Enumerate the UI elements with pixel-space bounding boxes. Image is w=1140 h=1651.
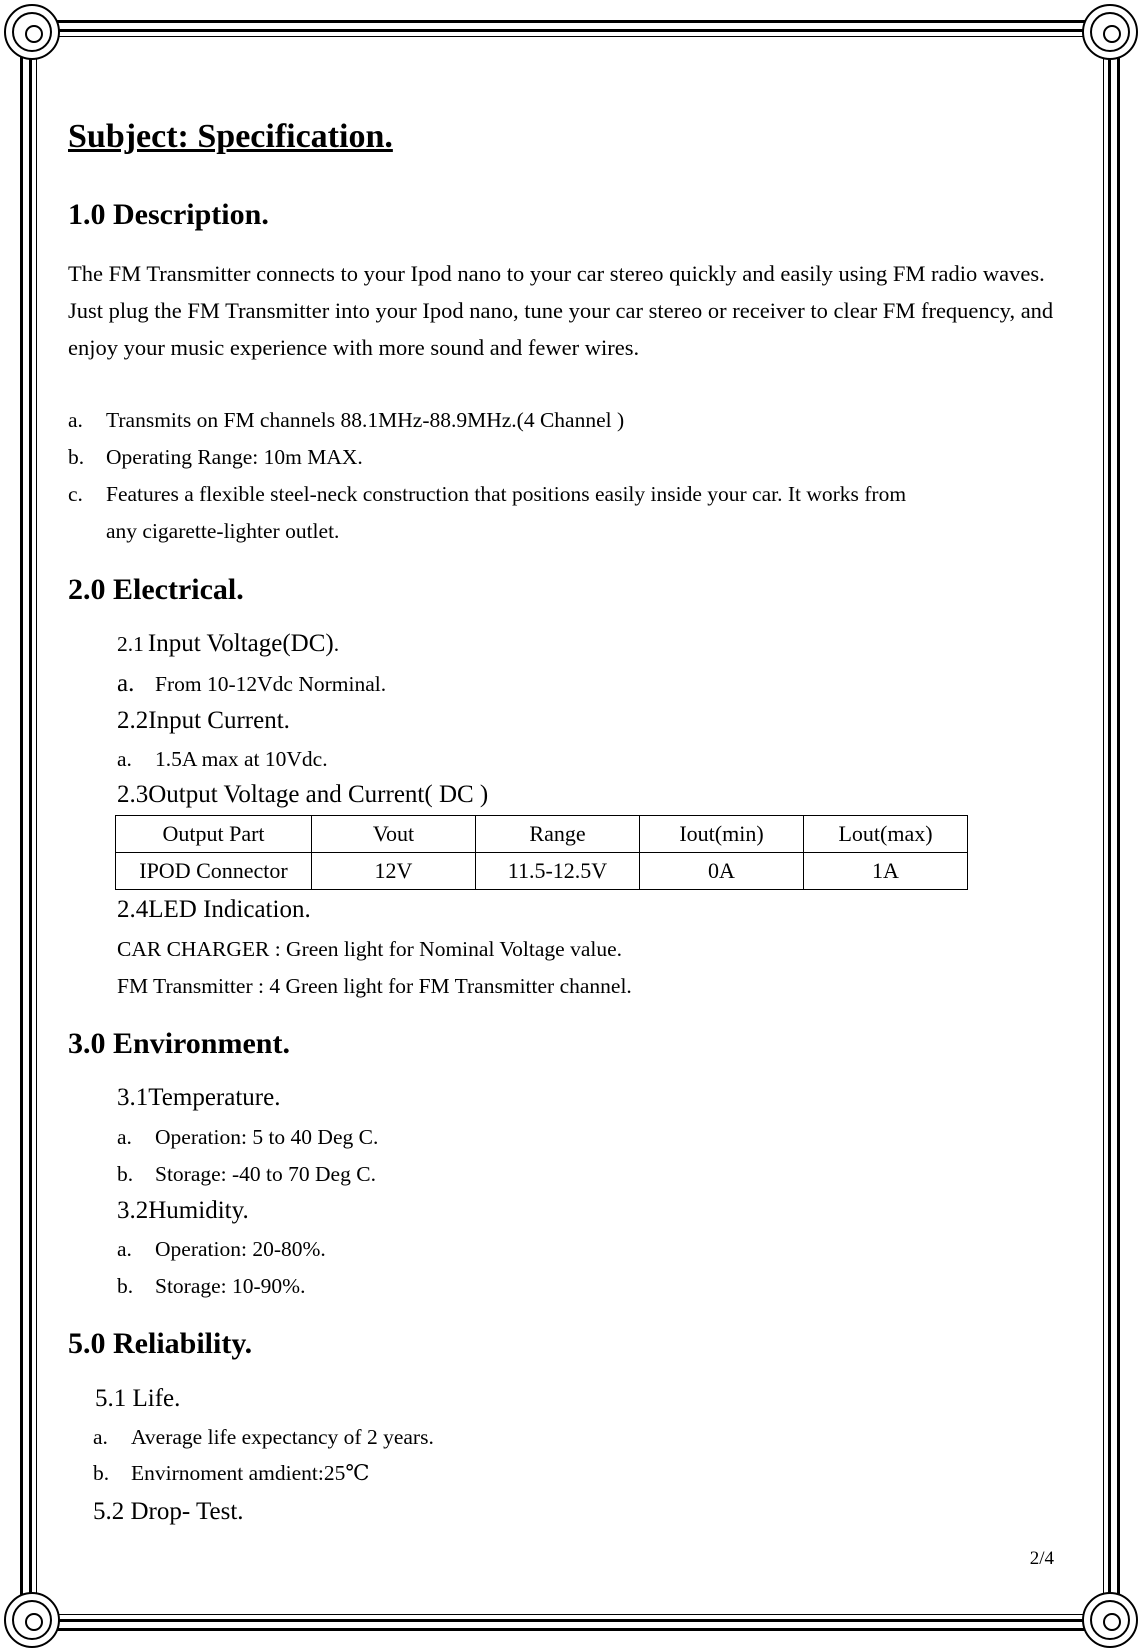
led-line: FM Transmitter : 4 Green light for FM Transmitter channel. [117, 974, 632, 998]
table-cell: 11.5-12.5V [476, 853, 640, 890]
table-cell: IPOD Connector [116, 853, 312, 890]
table-row [116, 853, 968, 890]
led-line: CAR CHARGER : Green light for Nominal Voltage value. [117, 937, 622, 961]
section-heading-reliability: 5.0 Reliability. [68, 1327, 253, 1360]
list-marker: a. [117, 670, 135, 697]
list-marker: a. [117, 1237, 132, 1261]
list-marker: a. [117, 1125, 132, 1149]
list-item-text: Operation: 20-80%. [155, 1237, 326, 1261]
subsection-title-life: 5.1 Life. [95, 1385, 181, 1412]
table-cell: 12V [312, 853, 476, 890]
list-item-text: Envirnoment amdient:25℃ [131, 1461, 370, 1485]
table-header-cell: Vout [312, 816, 476, 853]
list-item-text: Operating Range: 10m MAX. [106, 445, 363, 469]
subsection-title-text: Input Voltage(DC) [147, 630, 334, 657]
subsection-title-led: 2.4LED Indication. [117, 896, 311, 923]
table-header-cell: Lout(max) [804, 816, 968, 853]
subsection-title-input-voltage [117, 630, 339, 658]
list-item-text: Storage: -40 to 70 Deg C. [155, 1162, 376, 1186]
list-item-text: 1.5A max at 10Vdc. [155, 747, 328, 771]
list-marker: b. [117, 1274, 134, 1298]
list-item-text: Average life expectancy of 2 years. [131, 1425, 434, 1449]
description-paragraph: The FM Transmitter connects to your Ipod nano to your car stereo quickly and easily using FM radio waves. Just plug the FM Transmitter into your Ipod nano, tune your car stereo or receiver to clear FM frequency, and enjoy your music experience with more sound and fewer wires. [68, 261, 1054, 360]
page-number: 2/4 [1029, 1548, 1054, 1569]
list-item [68, 519, 339, 544]
list-item-text: Features a flexible steel-neck construction that positions easily inside your car. It works from [106, 482, 907, 506]
list-marker: b. [93, 1461, 110, 1485]
list-marker: a. [68, 408, 83, 432]
section-heading-environment: 3.0 Environment. [68, 1027, 290, 1060]
list-item-text: Transmits on FM channels 88.1MHz-88.9MHz.(4 Channel ) [106, 408, 625, 432]
list-item [117, 1162, 376, 1187]
list-item [93, 1461, 369, 1486]
list-item [117, 670, 386, 698]
subsection-title-input-current: 2.2Input Current. [117, 707, 290, 734]
list-item [68, 408, 624, 433]
table-header-row [116, 816, 968, 853]
list-item [117, 1274, 305, 1299]
list-item-text: Storage: 10-90%. [155, 1274, 306, 1298]
section-heading-electrical: 2.0 Electrical. [68, 573, 244, 606]
list-item-text: any cigarette-lighter outlet. [106, 519, 340, 543]
output-spec-table [115, 815, 968, 890]
subsection-title-temperature: 3.1Temperature. [117, 1084, 281, 1111]
list-marker: c. [68, 482, 83, 506]
subsection-title-humidity: 3.2Humidity. [117, 1197, 249, 1224]
list-item [68, 445, 363, 470]
table-header-cell: Range [476, 816, 640, 853]
list-item [68, 482, 906, 507]
list-item-text: From 10-12Vdc Norminal. [155, 672, 387, 696]
list-item-text: Operation: 5 to 40 Deg C. [155, 1125, 379, 1149]
section-heading-description: 1.0 Description. [68, 198, 269, 231]
list-item [93, 1425, 434, 1450]
list-item [117, 1125, 378, 1150]
list-marker: b. [68, 445, 85, 469]
page-title: Subject: Specification. [68, 118, 393, 155]
list-item [117, 747, 328, 772]
list-marker: b. [117, 1162, 134, 1186]
table-header-cell: Output Part [116, 816, 312, 853]
list-item [117, 1237, 326, 1262]
table-header-cell: Iout(min) [640, 816, 804, 853]
subsection-title-drop-test: 5.2 Drop- Test. [93, 1498, 244, 1525]
table-cell: 1A [804, 853, 968, 890]
subsection-title-output: 2.3Output Voltage and Current( DC ) [117, 781, 489, 808]
subsection-title-dot: . [333, 632, 340, 656]
table-cell: 0A [640, 853, 804, 890]
list-marker: a. [93, 1425, 108, 1449]
list-marker: a. [117, 747, 132, 771]
subsection-number: 2.1 [117, 632, 144, 656]
